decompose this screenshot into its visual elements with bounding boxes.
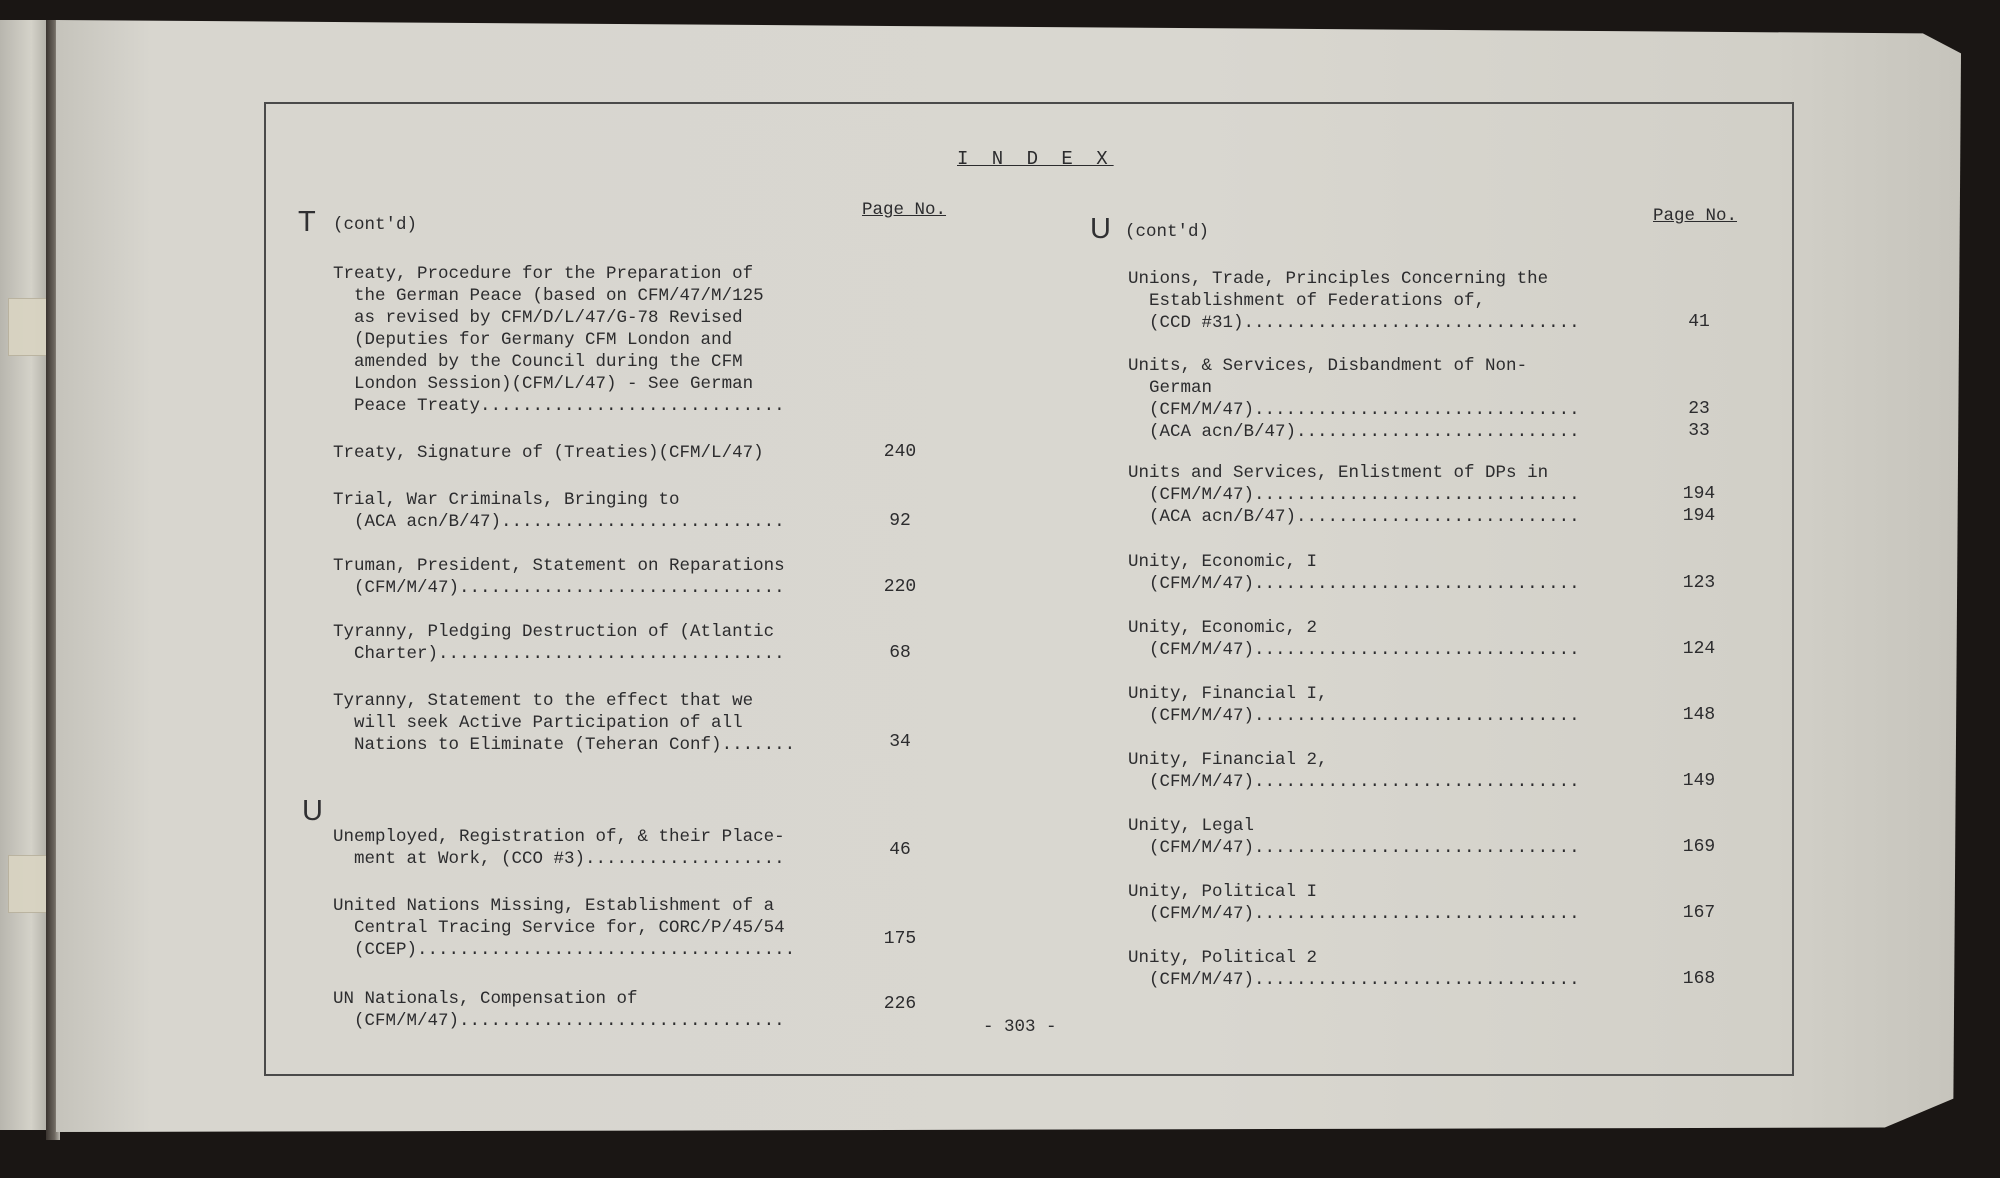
right-section-letter: U (1090, 213, 1111, 245)
index-entry-line: Treaty, Signature of (Treaties)(CFM/L/47) (333, 443, 764, 463)
left-page-edge (0, 20, 52, 1130)
index-title: I N D E X (957, 148, 1114, 170)
right-section-suffix: (cont'd) (1125, 222, 1210, 242)
index-entry-line: Unemployed, Registration of, & their Place- (333, 827, 785, 847)
index-entry-line: (CFM/M/47)............................... (333, 578, 785, 598)
index-entry-line: (CFM/M/47)............................... (333, 1011, 785, 1031)
left-section-suffix: (cont'd) (333, 215, 418, 235)
index-entry-line: Units and Services, Enlistment of DPs in (1128, 463, 1549, 483)
entry-page-number: 124 (1682, 639, 1716, 659)
index-entry-line: Establishment of Federations of, (1128, 291, 1486, 311)
left-section-letter: T (298, 206, 316, 238)
entry-page-number: 240 (883, 442, 917, 462)
index-entry-line: ment at Work, (CCO #3)................... (333, 849, 785, 869)
index-entry-line: London Session)(CFM/L/47) - See German (333, 374, 754, 394)
index-entry-line: Units, & Services, Disbandment of Non- (1128, 356, 1528, 376)
index-entry-line: Trial, War Criminals, Bringing to (333, 490, 680, 510)
entry-page-number: 169 (1682, 837, 1716, 857)
entry-page-number: 194 (1682, 484, 1716, 504)
index-entry-line: Tyranny, Pledging Destruction of (Atlantic (333, 622, 775, 642)
index-entry-line: will seek Active Participation of all (333, 713, 743, 733)
index-entry-line: (ACA acn/B/47)........................... (1128, 507, 1580, 527)
entry-page-number: 220 (883, 577, 917, 597)
entry-page-number: 46 (889, 840, 911, 860)
index-entry-line: amended by the Council during the CFM (333, 352, 743, 372)
entry-page-number: 23 (1688, 399, 1710, 419)
index-entry-line: Unity, Financial I, (1128, 684, 1328, 704)
index-entry-line: Truman, President, Statement on Reparations (333, 556, 785, 576)
index-entry-line: Unity, Political I (1128, 882, 1318, 902)
index-entry-line: Peace Treaty............................. (333, 396, 785, 416)
index-entry-line: German (1128, 378, 1213, 398)
index-entry-line: Tyranny, Statement to the effect that we (333, 691, 754, 711)
index-entry-line: Nations to Eliminate (Teheran Conf)....... (333, 735, 796, 755)
index-entry-line: (CFM/M/47)............................... (1128, 640, 1580, 660)
index-entry-line: United Nations Missing, Establishment of a (333, 896, 775, 916)
entry-page-number: 226 (883, 994, 917, 1014)
entry-page-number: 194 (1682, 506, 1716, 526)
index-entry-line: (CFM/M/47)............................... (1128, 706, 1580, 726)
index-entry-line: (CFM/M/47)............................... (1128, 970, 1580, 990)
index-entry-line: (CFM/M/47)............................... (1128, 574, 1580, 594)
index-entry-line: (CFM/M/47)............................... (1128, 904, 1580, 924)
index-entry-line: the German Peace (based on CFM/47/M/125 (333, 286, 764, 306)
entry-page-number: 41 (1688, 312, 1710, 332)
index-entry-line: (Deputies for Germany CFM London and (333, 330, 733, 350)
index-entry-line: Unity, Economic, 2 (1128, 618, 1318, 638)
entry-page-number: 167 (1682, 903, 1716, 923)
index-entry-line: Unity, Political 2 (1128, 948, 1318, 968)
entry-page-number: 33 (1688, 421, 1710, 441)
index-entry-line: Unity, Economic, I (1128, 552, 1318, 572)
entry-page-number: 92 (889, 511, 911, 531)
entry-page-number: 123 (1682, 573, 1716, 593)
index-entry-line: (ACA acn/B/47)........................... (1128, 422, 1580, 442)
u-section-letter: U (302, 795, 323, 827)
index-entry-line: Treaty, Procedure for the Preparation of (333, 264, 754, 284)
index-entry-line: as revised by CFM/D/L/47/G-78 Revised (333, 308, 743, 328)
entry-page-number: 34 (889, 732, 911, 752)
index-entry-line: (CCEP).................................... (333, 940, 796, 960)
index-entry-line: Unity, Legal (1128, 816, 1255, 836)
index-entry-line: (ACA acn/B/47)........................... (333, 512, 785, 532)
entry-page-number: 149 (1682, 771, 1716, 791)
index-entry-line: Charter)................................. (333, 644, 785, 664)
page-number: - 303 - (983, 1017, 1057, 1037)
index-entry-line: (CCD #31)................................ (1128, 313, 1580, 333)
index-entry-line: UN Nationals, Compensation of (333, 989, 638, 1009)
entry-page-number: 68 (889, 643, 911, 663)
index-entry-line: (CFM/M/47)............................... (1128, 400, 1580, 420)
entry-page-number: 168 (1682, 969, 1716, 989)
index-entry-line: (CFM/M/47)............................... (1128, 772, 1580, 792)
left-page-no-heading: Page No. (862, 200, 947, 220)
index-entry-line: Central Tracing Service for, CORC/P/45/54 (333, 918, 785, 938)
index-entry-line: Unity, Financial 2, (1128, 750, 1328, 770)
entry-page-number: 175 (883, 929, 917, 949)
entry-page-number: 148 (1682, 705, 1716, 725)
index-entry-line: (CFM/M/47)............................... (1128, 838, 1580, 858)
right-page-no-heading: Page No. (1653, 206, 1738, 226)
index-entry-line: Unions, Trade, Principles Concerning the (1128, 269, 1549, 289)
index-entry-line: (CFM/M/47)............................... (1128, 485, 1580, 505)
